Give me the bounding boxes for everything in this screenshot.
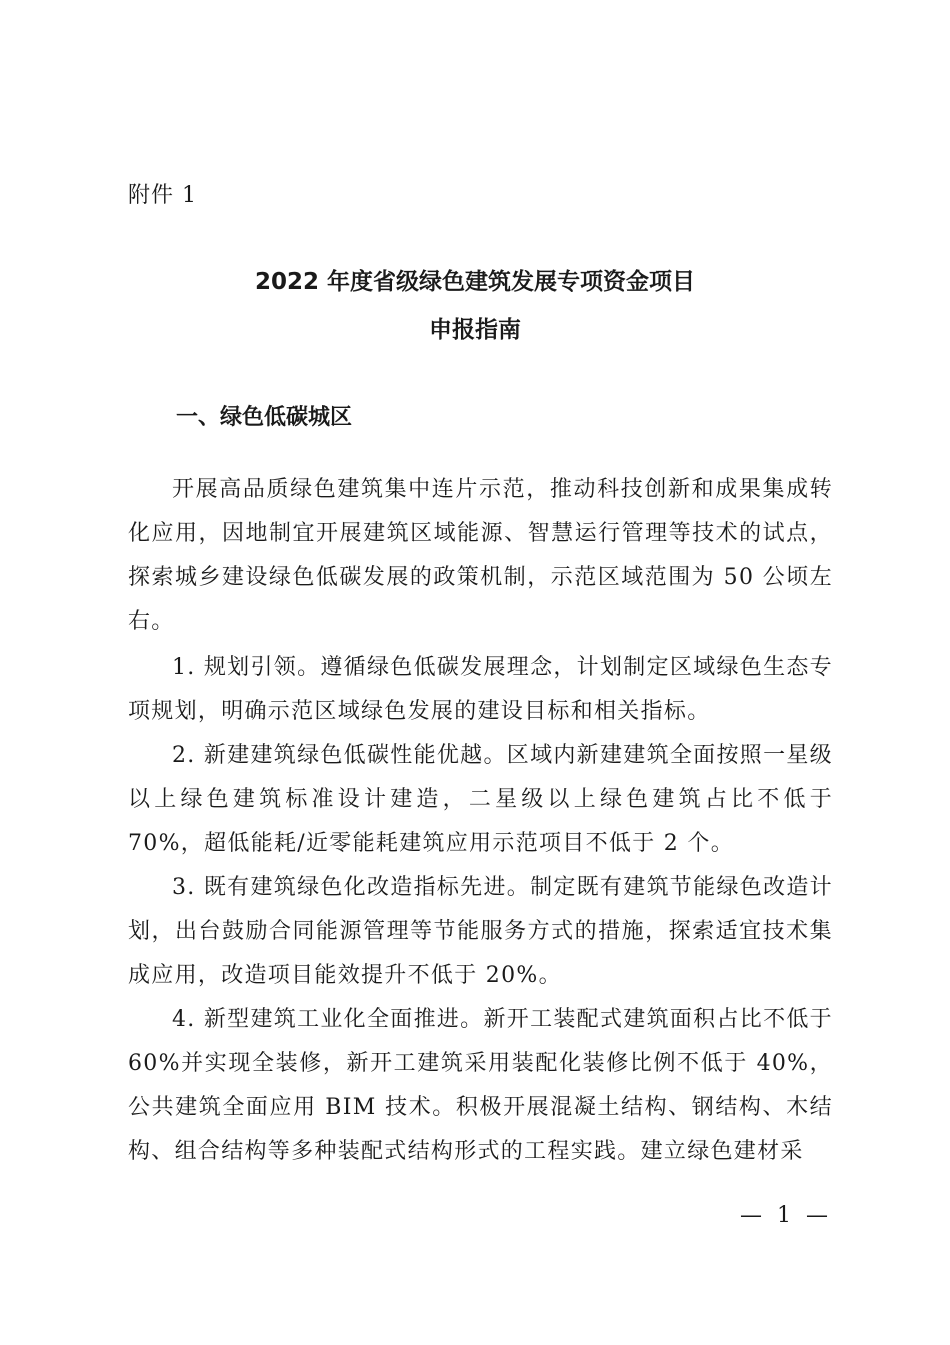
- section-heading: 一、绿色低碳城区: [176, 405, 353, 430]
- item-3-paragraph: 3. 既有建筑绿色化改造指标先进。制定既有建筑节能绿色改造计划，出台鼓励合同能源管理等节能服务方式的措施，探索适宜技术集成应用，改造项目能效提升不低于 20%。: [128, 875, 833, 988]
- item-2-paragraph: 2. 新建建筑绿色低碳性能优越。区域内新建建筑全面按照一星级以上绿色建筑标准设计建造，二星级以上绿色建筑占比不低于 70%，超低能耗/近零能耗建筑应用示范项目不低于 2 个。: [128, 743, 833, 856]
- attachment-label: 附件 1: [128, 183, 197, 208]
- item-1-paragraph: 1. 规划引领。遵循绿色低碳发展理念，计划制定区域绿色生态专项规划，明确示范区域绿色发展的建设目标和相关指标。: [128, 655, 833, 724]
- page-number: — 1 —: [740, 1203, 832, 1228]
- item-4-paragraph: 4. 新型建筑工业化全面推进。新开工装配式建筑面积占比不低于 60%并实现全装修，新开工建筑采用装配化装修比例不低于 40%，公共建筑全面应用 BIM 技术。积极开展混凝土结构、钢结构、木结构、组合结构等多种装配式结构形式的工程实践。建立绿色建材采: [128, 1007, 833, 1164]
- document-title: 2022 年度省级绿色建筑发展专项资金项目: [254, 269, 696, 295]
- intro-paragraph: 开展高品质绿色建筑集中连片示范，推动科技创新和成果集成转化应用，因地制宜开展建筑区域能源、智慧运行管理等技术的试点，探索城乡建设绿色低碳发展的政策机制，示范区域范围为 50 公顷左右。: [128, 477, 833, 634]
- document-subtitle: 申报指南: [429, 317, 521, 343]
